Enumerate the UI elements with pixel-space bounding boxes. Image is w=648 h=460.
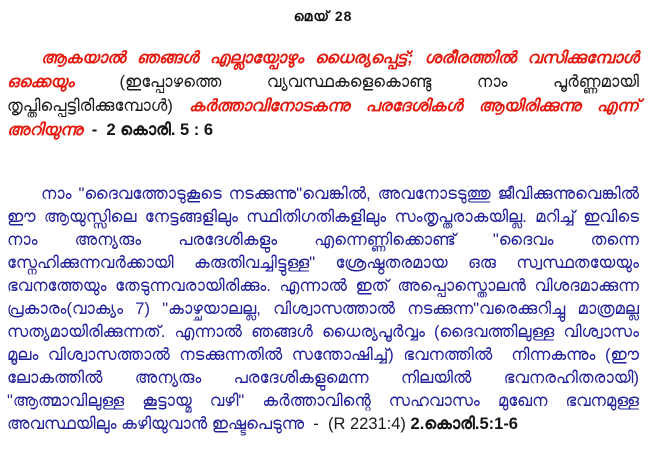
verse-paragraph xyxy=(7,46,644,142)
text-segment: - (R 2231:4) xyxy=(308,415,411,433)
commentary-paragraph xyxy=(7,183,644,436)
text-segment: - 2 കൊരി. 5 : 6 xyxy=(87,121,214,139)
text-segment: ആകയാൽ ഞങ്ങൾ എല്ലായ്പോഴും ധൈര്യപ്പെട്ട്; ശരീരത്തിൽ വസിക്കുമ്പോൾ ഒക്കെയും xyxy=(7,49,644,91)
text-segment: (ഇപ്പോഴത്തെ വ്യവസ്ഥകളെകൊണ്ടു നാം പൂർണ്ണമായി തൃപ്തിപ്പെട്ടിരിക്കുമ്പോൾ) xyxy=(7,73,644,115)
page-title: മെയ് 28 xyxy=(293,8,353,24)
text-segment: 2.കൊരി.5:1-6 xyxy=(410,415,518,433)
text-segment: നാം "ദൈവത്തോടുകൂടെ നടക്കുന്നു"വെങ്കിൽ, അവനോടടുത്തു ജീവിക്കുന്നുവെങ്കിൽ ഈ ആയുസ്സിലെ നേട്ടങ്ങളിലും സ്ഥിതിഗതികളിലും സംതൃപ്തരാകയില്ല. മറിച്ച് ഇവിടെ നാം അന്യരും പരദേശികളും എന്നെണ്ണിക്കൊണ്ട് "ദൈവം തന്നെ സ്നേഹിക്കുന്നവർക്കായി കരുതിവച്ചിട്ടുള്ള" ശ്രേഷ്ഠതരമായ ഒരു സ്വസ്ഥതയേയും ഭവനത്തേയും തേടുന്നവരായിരിക്കും. എന്നാൽ ഇത് അപ്പൊസ്തൊലൻ വിശദമാക്കുന്ന പ്രകാരം(വാക്യം 7) "കാഴ്ചയാലല്ല, വിശ്വാസത്താൽ നടക്കുന്ന"വരെക്കുറിച്ചു മാത്രമല്ല സത്യമായിരിക്കുന്നത്. എന്നാൽ ഞങ്ങൾ ധൈര്യപൂർവ്വം (ദൈവത്തിലുള്ള വിശ്വാസം മൂലം വിശ്വാസത്താൽ നടക്കുന്നതിൽ സന്തോഷിച്ച്) ഭവനത്തിൽ നിന്നകന്നും (ഈ ലോകത്തിൽ അന്യരും പരദേശികളുമെന്ന നിലയിൽ ഭവനരഹിതരായി) "ആത്മാവിലുള്ള കൂട്ടായ്മ വഴി" കർത്താവിന്റെ സഹവാസം മുഖേന ഭവനമുള്ള അവസ്ഥയിലും കഴിയുവാൻ ഇഷ്ടപെടുന്നു xyxy=(7,185,644,433)
text-segment: കർത്താവിനോടകന്നു പരദേശികൾ ആയിരിക്കുന്നു എന്ന് അറിയുന്നു xyxy=(7,97,644,139)
